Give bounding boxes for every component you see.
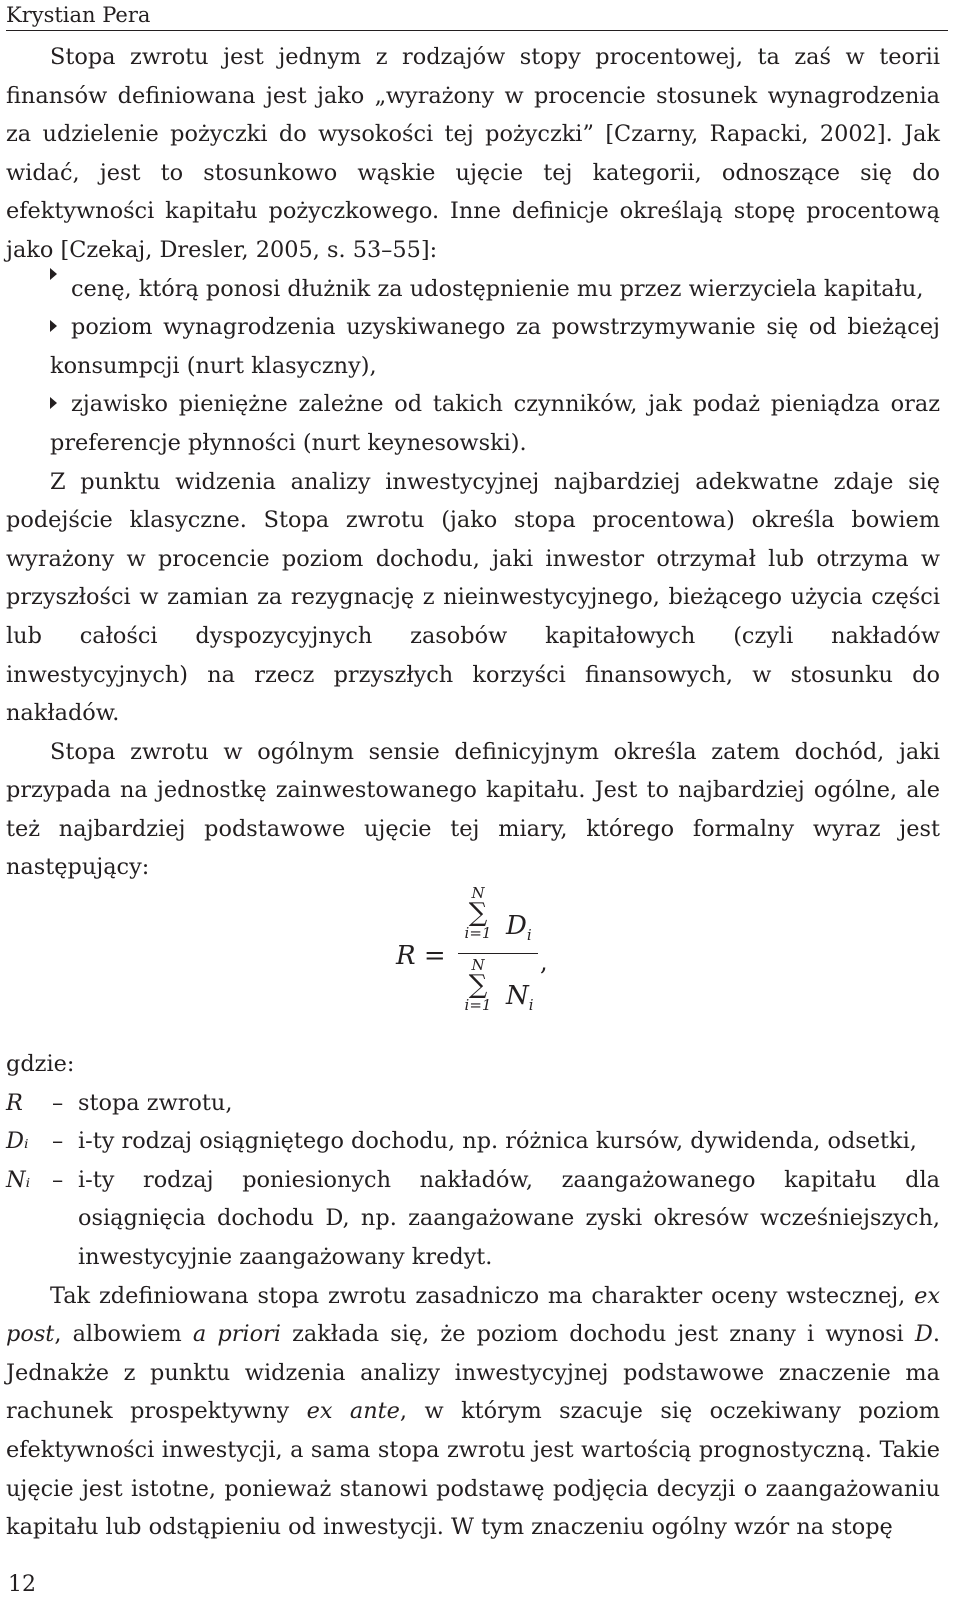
bullet-arrow-icon	[50, 397, 57, 409]
legend-intro: gdzie:	[6, 1051, 75, 1078]
legend-symbol: Nᵢ	[6, 1166, 31, 1193]
page-body	[6, 38, 940, 1547]
formula-lhs: R =	[396, 941, 446, 972]
running-header	[6, 2, 948, 31]
legend-dash: –	[52, 1166, 64, 1193]
bullet-arrow-icon	[50, 268, 57, 280]
legend-dash: –	[52, 1089, 64, 1116]
legend-text: i-ty rodzaj osiągniętego dochodu, np. różnica kursów, dywidenda, odsetki,	[78, 1128, 917, 1155]
denominator-term: $N_i$	[506, 981, 534, 1015]
numerator-term: $D_i$	[506, 911, 532, 945]
legend-row	[6, 1122, 940, 1161]
header-author: Krystian Pera	[6, 3, 151, 27]
page-number: 12	[8, 1572, 36, 1597]
bullet-item	[6, 270, 940, 309]
legend-text: i-ty rodzaj poniesionych nakładów, zaangażowanego kapitału dla osiągnięcia dochodu D, np. zaangażowane zyski okresów wcześniejszych, inwestycyjnie zaangażowany kredyt.	[78, 1166, 940, 1271]
return-rate-formula	[6, 884, 940, 1045]
denominator-sum: N ∑ i=1	[464, 956, 492, 1015]
bullet-text: poziom wynagrodzenia uzyskiwanego za powstrzymywanie się od bieżącej konsumpcji (nurt klasyczny),	[50, 314, 940, 379]
paragraph-2: Z punktu widzenia analizy inwestycyjnej najbardziej adekwatne zdaje się podejście klasyczne. Stopa zwrotu (jako stopa procentowa) określa bowiem wyrażony w procencie poziom dochodu, jaki inwestor otrzymał lub otrzyma w przyszłości w zamian za rezygnację z nieinwestycyjnego, bieżącego użycia części lub całości dyspozycyjnych zasobów kapitałowych (czyli nakładów inwestycyjnych) na rzecz przyszłych korzyści finansowych, w stosunku do nakładów.	[6, 468, 940, 727]
bullet-item	[6, 385, 940, 462]
legend-row	[6, 1161, 940, 1277]
legend-dash: –	[52, 1128, 64, 1155]
bullet-item	[6, 308, 940, 385]
formula-comma: ,	[540, 948, 548, 977]
numerator-sum: N ∑ i=1	[464, 884, 492, 943]
bullet-text: zjawisko pieniężne zależne od takich czynników, jak podaż pieniądza oraz preferencje płynności (nurt keynesowski).	[50, 391, 940, 456]
bullet-text: cenę, którą ponosi dłużnik za udostępnienie mu przez wierzyciela kapitału,	[71, 275, 924, 302]
formula-fraction	[458, 884, 538, 1037]
legend-symbol: R	[6, 1089, 23, 1116]
paragraph-3: Stopa zwrotu w ogólnym sensie definicyjnym określa zatem dochód, jaki przypada na jednostkę zainwestowanego kapitału. Jest to najbardziej ogólne, ale też najbardziej podstawowe ujęcie tej miary, którego formalny wyraz jest następujący:	[6, 738, 940, 881]
fraction-bar	[458, 953, 538, 954]
legend-row	[6, 1084, 940, 1123]
paragraph-4: Tak zdefiniowana stopa zwrotu zasadniczo ma charakter oceny wstecznej, ex post, albowiem a priori zakłada się, że poziom dochodu jest znany i wynosi D. Jednakże z punktu widzenia analizy inwestycyjnej podstawowe znaczenie ma rachunek prospektywny ex ante, w którym szacuje się oczekiwany poziom efektywności inwestycji, a sama stopa zwrotu jest wartością prognostyczną. Takie ujęcie jest istotne, ponieważ stanowi podstawę podjęcia decyzji o zaangażowaniu kapitału lub odstąpieniu od inwestycji. W tym znaczeniu ogólny wzór na stopę	[6, 1282, 941, 1541]
legend-symbol: Dᵢ	[6, 1128, 29, 1155]
legend-text: stopa zwrotu,	[78, 1089, 233, 1116]
bullet-arrow-icon	[50, 320, 57, 332]
paragraph-1: Stopa zwrotu jest jednym z rodzajów stopy procentowej, ta zaś w teorii finansów definiowana jest jako „wyrażony w procencie stosunek wynagrodzenia za udzielenie pożyczki do wysokości tej pożyczki” [Czarny, Rapacki, 2002]. Jak widać, jest to stosunkowo wąskie ujęcie tej kategorii, odnoszące się do efektywności kapitału pożyczkowego. Inne definicje określają stopę procentową jako [Czekaj, Dresler, 2005, s. 53–55]:	[6, 44, 940, 263]
